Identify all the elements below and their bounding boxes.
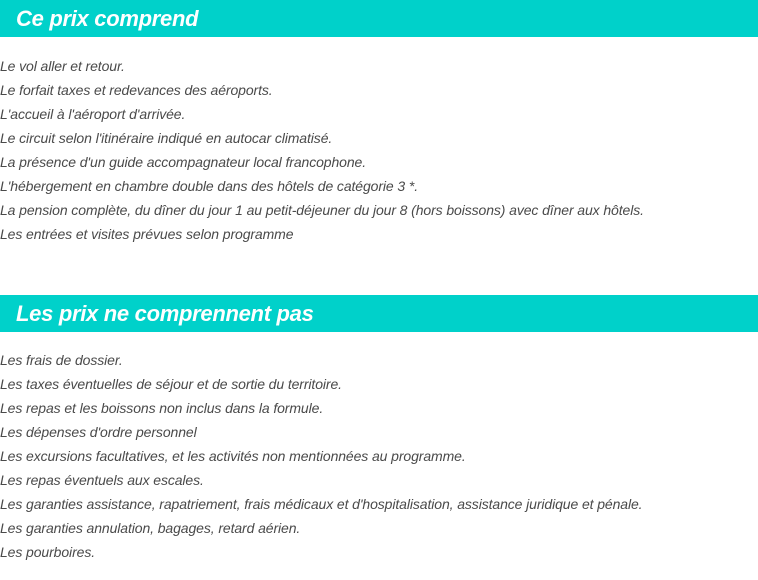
price-includes-section <box>0 0 758 246</box>
list-item: Les repas éventuels aux escales. <box>0 472 204 488</box>
price-includes-header <box>0 0 758 37</box>
list-item: Les garanties assistance, rapatriement, frais médicaux et d'hospitalisation, assistance juridique et pénale. <box>0 496 643 512</box>
list-item: Les frais de dossier. <box>0 352 123 368</box>
list-item: Le forfait taxes et redevances des aéroports. <box>0 82 273 98</box>
price-excludes-section <box>0 295 758 564</box>
list-item: La pension complète, du dîner du jour 1 au petit-déjeuner du jour 8 (hors boissons) avec dîner aux hôtels. <box>0 202 644 218</box>
list-item: Les pourboires. <box>0 544 96 560</box>
list-item: Les entrées et visites prévues selon programme <box>0 226 294 242</box>
price-includes-list <box>0 54 758 246</box>
list-item: Le vol aller et retour. <box>0 58 125 74</box>
list-item: Les taxes éventuelles de séjour et de sortie du territoire. <box>0 376 342 392</box>
list-item: Les repas et les boissons non inclus dans la formule. <box>0 400 324 416</box>
list-item: Les dépenses d'ordre personnel <box>0 424 197 440</box>
list-item: Les garanties annulation, bagages, retard aérien. <box>0 520 301 536</box>
price-excludes-list <box>0 348 758 564</box>
list-item: L'hébergement en chambre double dans des hôtels de catégorie 3 *. <box>0 178 419 194</box>
price-excludes-title: Les prix ne comprennent pas <box>16 301 314 326</box>
list-item: La présence d'un guide accompagnateur local francophone. <box>0 154 367 170</box>
list-item: L'accueil à l'aéroport d'arrivée. <box>0 106 186 122</box>
list-item: Le circuit selon l'itinéraire indiqué en autocar climatisé. <box>0 130 333 146</box>
list-item: Les excursions facultatives, et les activités non mentionnées au programme. <box>0 448 466 464</box>
price-includes-title: Ce prix comprend <box>16 6 199 31</box>
price-excludes-header <box>0 295 758 332</box>
